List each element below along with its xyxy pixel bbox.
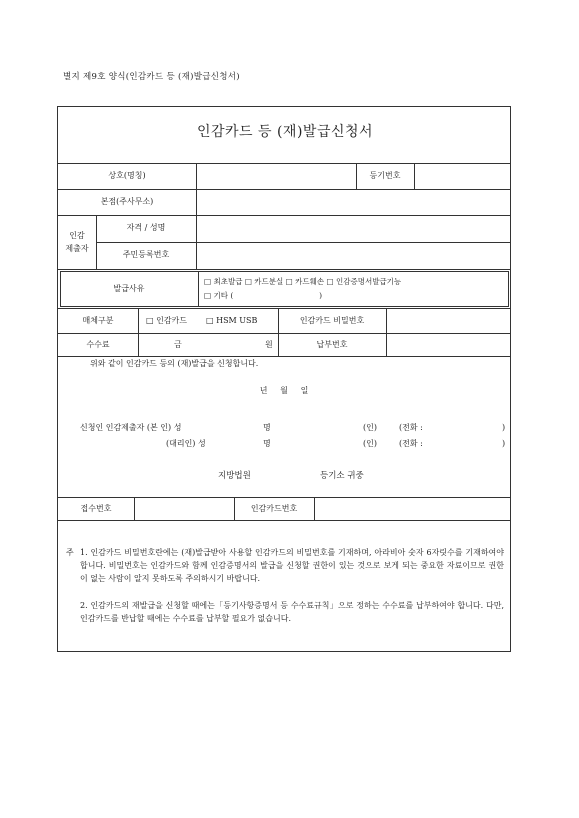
- application-statement: 위와 같이 인감카드 등의 (재)발급을 신청합니다.: [90, 359, 259, 368]
- form-header: 별지 제9호 양식(인감카드 등 (재)발급신청서): [63, 72, 240, 82]
- agent-name-suffix: 명: [263, 439, 271, 448]
- card-number-field[interactable]: [315, 498, 509, 519]
- receipt-number-field[interactable]: [135, 498, 233, 519]
- applicant-principal-label: 신청인 인감제출자 (본 인) 성: [80, 423, 182, 432]
- agent-phone-close: ): [502, 439, 506, 448]
- media-card-checkbox[interactable]: □ 인감카드: [146, 316, 188, 325]
- reg-number-field[interactable]: [415, 164, 509, 188]
- fee-label: 수수료: [86, 340, 110, 349]
- trade-name-field[interactable]: [197, 164, 355, 188]
- receipt-number-label: 접수번호: [80, 504, 112, 513]
- applicant-agent-label: (대리인) 성: [166, 439, 206, 448]
- agent-phone: (전화 :: [399, 439, 423, 448]
- applicant-phone: (전화 :: [399, 423, 423, 432]
- registry-office: 등기소 귀중: [320, 471, 364, 481]
- form-title: 인감카드 등 (재)발급신청서: [196, 124, 374, 140]
- issue-reason-other[interactable]: □ 기타 ( ): [204, 291, 323, 300]
- payment-number-field[interactable]: [387, 334, 509, 356]
- card-pin-field[interactable]: [387, 309, 509, 332]
- fee-unit: 원: [265, 340, 273, 349]
- head-office-field[interactable]: [197, 190, 509, 214]
- issue-reason-options[interactable]: □ 최초발급 □ 카드분실 □ 카드훼손 □ 인감증명서발급기능: [204, 277, 402, 286]
- card-number-label: 인감카드번호: [250, 504, 298, 513]
- reg-number-label: 등기번호: [369, 171, 401, 180]
- date-line: 년 월 일: [259, 386, 309, 395]
- court-name: 지방법원: [218, 471, 251, 481]
- trade-name-label: 상호(명칭): [108, 171, 146, 180]
- seal-submitter-label: 인감 제출자: [65, 231, 89, 253]
- agent-seal: (인): [363, 439, 377, 448]
- media-type-label: 매체구분: [82, 316, 114, 325]
- qualification-field[interactable]: [197, 216, 509, 241]
- payment-number-label: 납부번호: [316, 340, 348, 349]
- resident-number-label: 주민등록번호: [122, 250, 170, 259]
- head-office-label: 본점(주사무소): [100, 197, 154, 206]
- notes-prefix: 주: [66, 548, 74, 557]
- application-form: [57, 106, 511, 652]
- note-2: 2. 인감카드의 재발급을 신청할 때에는「등기사항증명서 등 수수료규칙」으로 정하는 수수료를 납부하여야 합니다. 다만, 인감카드를 반납할 때에는 수수료를 납부할 필요가 없습니다.: [80, 601, 504, 623]
- resident-number-field[interactable]: [197, 243, 509, 268]
- applicant-phone-close: ): [502, 423, 506, 432]
- issue-reason-label: 발급사유: [113, 284, 145, 293]
- applicant-name-suffix: 명: [263, 423, 271, 432]
- applicant-seal: (인): [363, 423, 377, 432]
- qualification-label: 자격 / 성명: [126, 223, 166, 232]
- media-usb-checkbox[interactable]: □ HSM USB: [206, 316, 258, 325]
- note-1: 1. 인감카드 비밀번호란에는 (재)발급받아 사용할 인감카드의 비밀번호를 기재하며, 아라비아 숫자 6자릿수를 기재하여야 합니다. 비밀번호는 인감카드와 함께 인감증명서의 발급을 신청할 권한이 있는 것으로 보게 되는 중요한 자료이므로 권한이 없는 사람이 알지 못하도록 주의하시기 바랍니다.: [80, 548, 504, 583]
- fee-amount-prefix: 금: [174, 340, 182, 349]
- card-pin-label: 인감카드 비밀번호: [299, 316, 365, 325]
